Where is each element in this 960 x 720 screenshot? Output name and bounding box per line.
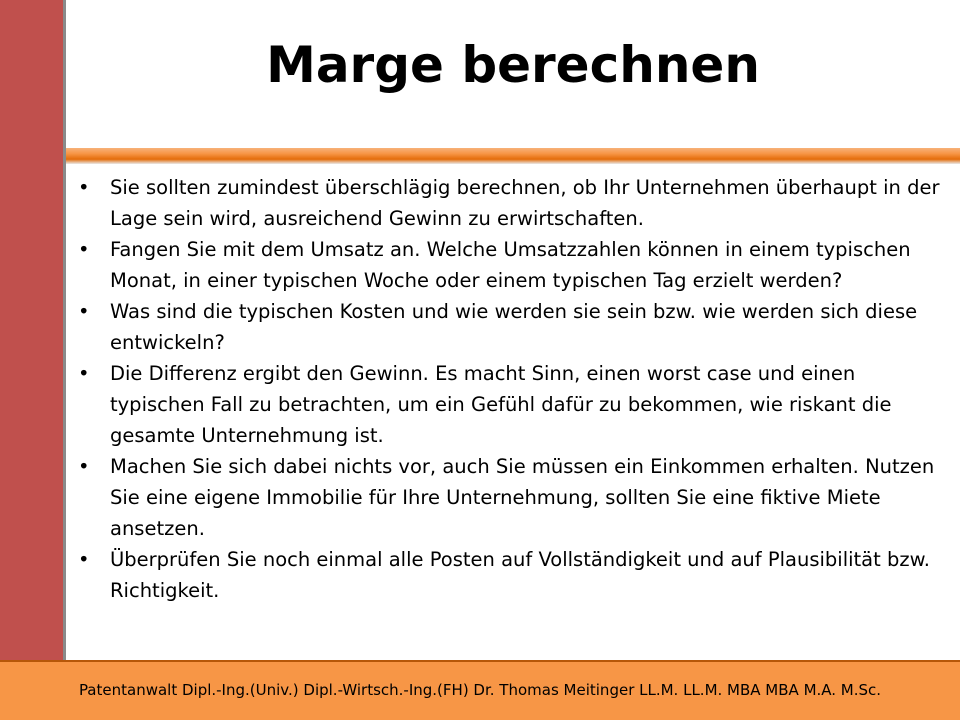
bullet-item: [76, 358, 948, 451]
title-divider-line: [66, 148, 960, 164]
bullet-list: [76, 172, 948, 606]
left-accent-bar: [0, 0, 66, 660]
bullet-text: Sie sollten zumindest überschlägig berechnen, ob Ihr Unternehmen überhaupt in der Lage sein wird, ausreichend Gewinn zu erwirtschaften.: [110, 176, 940, 230]
bullet-text: Fangen Sie mit dem Umsatz an. Welche Umsatzzahlen können in einem typischen Monat, in einer typischen Woche oder einem typischen Tag erzielt werden?: [110, 238, 911, 292]
bullet-item: [76, 451, 948, 544]
bullet-icon: •: [78, 238, 90, 261]
bullet-text: Machen Sie sich dabei nichts vor, auch Sie müssen ein Einkommen erhalten. Nutzen Sie eine eigene Immobilie für Ihre Unternehmung, sollten Sie eine fiktive Miete ansetzen.: [110, 455, 935, 540]
bullet-item: [76, 172, 948, 234]
bullet-icon: •: [78, 300, 90, 323]
bullet-item: [76, 296, 948, 358]
footer-text: Patentanwalt Dipl.-Ing.(Univ.) Dipl.-Wirtsch.-Ing.(FH) Dr. Thomas Meitinger LL.M. LL.M. MBA MBA M.A. M.Sc.: [78, 681, 882, 699]
bullet-item: [76, 234, 948, 296]
bullet-icon: •: [78, 455, 90, 478]
bullet-item: [76, 544, 948, 606]
bullet-icon: •: [78, 176, 90, 199]
bullet-icon: •: [78, 362, 90, 385]
bullet-text: Die Differenz ergibt den Gewinn. Es macht Sinn, einen worst case und einen typischen Fall zu betrachten, um ein Gefühl dafür zu bekommen, wie riskant die gesamte Unternehmung ist.: [110, 362, 892, 447]
footer-bar: [0, 660, 960, 720]
title-area: [66, 0, 960, 150]
slide-title: Marge berechnen: [266, 36, 760, 94]
content-area: [76, 172, 948, 656]
bullet-text: Was sind die typischen Kosten und wie werden sie sein bzw. wie werden sich diese entwickeln?: [110, 300, 918, 354]
bullet-icon: •: [78, 548, 90, 571]
bullet-text: Überprüfen Sie noch einmal alle Posten auf Vollständigkeit und auf Plausibilität bzw. Richtigkeit.: [110, 548, 930, 602]
